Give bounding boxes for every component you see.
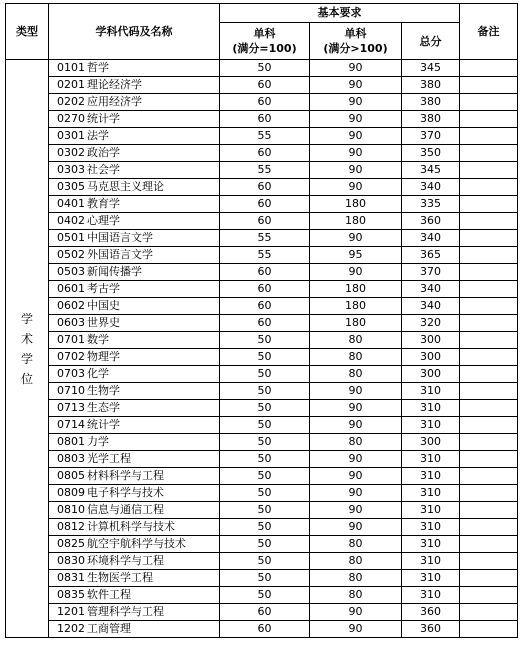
subject-name: 心理学 bbox=[87, 214, 120, 227]
single-over-100-score: 90 bbox=[310, 502, 402, 519]
single-100-score: 60 bbox=[220, 315, 310, 332]
total-score: 340 bbox=[402, 298, 460, 315]
remark-cell bbox=[460, 145, 518, 162]
subject-cell bbox=[49, 196, 220, 213]
single-over-100-score: 90 bbox=[310, 383, 402, 400]
table-row bbox=[6, 179, 518, 196]
remark-cell bbox=[460, 60, 518, 77]
subject-name: 航空宇航科学与技术 bbox=[87, 537, 186, 550]
subject-code: 0503 bbox=[57, 265, 85, 278]
single-100-score: 60 bbox=[220, 94, 310, 111]
total-score: 370 bbox=[402, 128, 460, 145]
table-row bbox=[6, 570, 518, 587]
total-score: 335 bbox=[402, 196, 460, 213]
subject-name: 电子科学与技术 bbox=[87, 486, 164, 499]
single-100-score: 60 bbox=[220, 213, 310, 230]
table-row bbox=[6, 111, 518, 128]
type-char: 学 bbox=[20, 311, 33, 326]
total-score: 310 bbox=[402, 451, 460, 468]
remark-cell bbox=[460, 281, 518, 298]
subject-code: 0803 bbox=[57, 452, 85, 465]
subject-code: 0831 bbox=[57, 571, 85, 584]
total-score: 310 bbox=[402, 400, 460, 417]
subject-name: 世界史 bbox=[87, 316, 120, 329]
single-100-score: 50 bbox=[220, 366, 310, 383]
total-score: 340 bbox=[402, 230, 460, 247]
total-score: 345 bbox=[402, 60, 460, 77]
subject-cell bbox=[49, 400, 220, 417]
remark-cell bbox=[460, 400, 518, 417]
single-over-100-score: 180 bbox=[310, 196, 402, 213]
subject-code: 0701 bbox=[57, 333, 85, 346]
single-over-100-score: 90 bbox=[310, 77, 402, 94]
remark-cell bbox=[460, 451, 518, 468]
subject-code: 0402 bbox=[57, 214, 85, 227]
subject-name: 生态学 bbox=[87, 401, 120, 414]
single-over-100-score: 90 bbox=[310, 400, 402, 417]
remark-cell bbox=[460, 604, 518, 621]
table-row bbox=[6, 162, 518, 179]
subject-name: 工商管理 bbox=[87, 622, 131, 635]
single-over-100-score: 90 bbox=[310, 128, 402, 145]
remark-cell bbox=[460, 468, 518, 485]
type-cell bbox=[6, 60, 49, 638]
subject-name: 考古学 bbox=[87, 282, 120, 295]
subject-cell bbox=[49, 145, 220, 162]
subject-name: 力学 bbox=[87, 435, 109, 448]
remark-cell bbox=[460, 264, 518, 281]
subject-cell bbox=[49, 349, 220, 366]
subject-code: 0305 bbox=[57, 180, 85, 193]
single-over-100-score: 80 bbox=[310, 434, 402, 451]
type-char: 学 bbox=[20, 351, 33, 366]
table-row bbox=[6, 451, 518, 468]
single-100-score: 60 bbox=[220, 298, 310, 315]
single-100-score: 50 bbox=[220, 417, 310, 434]
total-score: 310 bbox=[402, 468, 460, 485]
subject-name: 中国史 bbox=[87, 299, 120, 312]
single-100-score: 60 bbox=[220, 179, 310, 196]
subject-cell bbox=[49, 77, 220, 94]
subject-name: 材料科学与工程 bbox=[87, 469, 164, 482]
remark-cell bbox=[460, 128, 518, 145]
total-score: 310 bbox=[402, 519, 460, 536]
type-char: 术 bbox=[20, 331, 33, 346]
type-char: 位 bbox=[20, 371, 33, 386]
single-100-score: 50 bbox=[220, 587, 310, 604]
subject-code: 0830 bbox=[57, 554, 85, 567]
subject-name: 软件工程 bbox=[87, 588, 131, 601]
subject-cell bbox=[49, 383, 220, 400]
single-over-100-score: 90 bbox=[310, 417, 402, 434]
remark-cell bbox=[460, 247, 518, 264]
table-row bbox=[6, 77, 518, 94]
table-row bbox=[6, 587, 518, 604]
subject-name: 社会学 bbox=[87, 163, 120, 176]
single-100-score: 50 bbox=[220, 349, 310, 366]
single-over-100-score: 180 bbox=[310, 213, 402, 230]
remark-cell bbox=[460, 315, 518, 332]
subject-cell bbox=[49, 128, 220, 145]
table-row bbox=[6, 230, 518, 247]
total-score: 380 bbox=[402, 94, 460, 111]
subject-name: 计算机科学与技术 bbox=[87, 520, 175, 533]
single-100-score: 50 bbox=[220, 451, 310, 468]
subject-name: 化学 bbox=[87, 367, 109, 380]
remark-cell bbox=[460, 621, 518, 638]
total-score: 310 bbox=[402, 570, 460, 587]
total-score: 360 bbox=[402, 621, 460, 638]
header-single-over-100 bbox=[310, 23, 402, 60]
single-100-score: 50 bbox=[220, 400, 310, 417]
remark-cell bbox=[460, 570, 518, 587]
subject-name: 外国语言文学 bbox=[87, 248, 153, 261]
subject-code: 0835 bbox=[57, 588, 85, 601]
table-row bbox=[6, 485, 518, 502]
table-row bbox=[6, 213, 518, 230]
subject-code: 0303 bbox=[57, 163, 85, 176]
subject-name: 物理学 bbox=[87, 350, 120, 363]
table-row bbox=[6, 553, 518, 570]
subject-name: 教育学 bbox=[87, 197, 120, 210]
single-over-100-score: 90 bbox=[310, 145, 402, 162]
subject-cell bbox=[49, 247, 220, 264]
subject-cell bbox=[49, 502, 220, 519]
remark-cell bbox=[460, 94, 518, 111]
single-100-score: 50 bbox=[220, 60, 310, 77]
single-over-100-score: 90 bbox=[310, 451, 402, 468]
remark-cell bbox=[460, 213, 518, 230]
single-100-score: 50 bbox=[220, 570, 310, 587]
subject-name: 统计学 bbox=[87, 112, 120, 125]
header-remark: 备注 bbox=[460, 4, 518, 60]
single-over-100-score: 90 bbox=[310, 162, 402, 179]
subject-code: 0601 bbox=[57, 282, 85, 295]
total-score: 310 bbox=[402, 383, 460, 400]
remark-cell bbox=[460, 502, 518, 519]
remark-cell bbox=[460, 179, 518, 196]
subject-code: 0270 bbox=[57, 112, 85, 125]
subject-code: 0302 bbox=[57, 146, 85, 159]
table-row bbox=[6, 60, 518, 77]
subject-code: 0812 bbox=[57, 520, 85, 533]
total-score: 365 bbox=[402, 247, 460, 264]
subject-cell bbox=[49, 553, 220, 570]
subject-cell bbox=[49, 281, 220, 298]
total-score: 310 bbox=[402, 485, 460, 502]
single-over-100-score: 90 bbox=[310, 621, 402, 638]
single-100-score: 50 bbox=[220, 553, 310, 570]
single-100-score: 60 bbox=[220, 621, 310, 638]
single-over-100-score: 80 bbox=[310, 332, 402, 349]
header-subject: 学科代码及名称 bbox=[49, 4, 220, 60]
table-row bbox=[6, 332, 518, 349]
table-row bbox=[6, 196, 518, 213]
total-score: 310 bbox=[402, 536, 460, 553]
single-over-100-score: 90 bbox=[310, 94, 402, 111]
subject-cell bbox=[49, 111, 220, 128]
table-row bbox=[6, 315, 518, 332]
table-row bbox=[6, 128, 518, 145]
single-100-score: 55 bbox=[220, 162, 310, 179]
header-single-100-line1: 单科 bbox=[253, 27, 276, 40]
single-100-score: 55 bbox=[220, 128, 310, 145]
subject-name: 光学工程 bbox=[87, 452, 131, 465]
subject-code: 0713 bbox=[57, 401, 85, 414]
subject-cell bbox=[49, 536, 220, 553]
table-row bbox=[6, 349, 518, 366]
table-row bbox=[6, 298, 518, 315]
table-row bbox=[6, 502, 518, 519]
subject-name: 环境科学与工程 bbox=[87, 554, 164, 567]
subject-cell bbox=[49, 587, 220, 604]
single-100-score: 50 bbox=[220, 332, 310, 349]
subject-name: 理论经济学 bbox=[87, 78, 142, 91]
header-row bbox=[6, 4, 518, 23]
subject-cell bbox=[49, 604, 220, 621]
subject-code: 0501 bbox=[57, 231, 85, 244]
single-100-score: 60 bbox=[220, 145, 310, 162]
table-row bbox=[6, 264, 518, 281]
score-table bbox=[5, 3, 518, 638]
table-row bbox=[6, 468, 518, 485]
remark-cell bbox=[460, 383, 518, 400]
remark-cell bbox=[460, 485, 518, 502]
header-single-100-line2: (满分=100) bbox=[232, 42, 297, 55]
remark-cell bbox=[460, 366, 518, 383]
table-row bbox=[6, 400, 518, 417]
subject-cell bbox=[49, 451, 220, 468]
remark-cell bbox=[460, 553, 518, 570]
header-single-100 bbox=[220, 23, 310, 60]
table-row bbox=[6, 434, 518, 451]
single-over-100-score: 90 bbox=[310, 111, 402, 128]
single-over-100-score: 90 bbox=[310, 604, 402, 621]
subject-name: 生物医学工程 bbox=[87, 571, 153, 584]
table-row bbox=[6, 621, 518, 638]
single-over-100-score: 80 bbox=[310, 570, 402, 587]
remark-cell bbox=[460, 111, 518, 128]
subject-cell bbox=[49, 434, 220, 451]
header-type: 类型 bbox=[6, 4, 49, 60]
table-row bbox=[6, 281, 518, 298]
table-row bbox=[6, 383, 518, 400]
remark-cell bbox=[460, 587, 518, 604]
single-100-score: 50 bbox=[220, 434, 310, 451]
single-100-score: 60 bbox=[220, 604, 310, 621]
single-over-100-score: 95 bbox=[310, 247, 402, 264]
subject-code: 0401 bbox=[57, 197, 85, 210]
total-score: 340 bbox=[402, 281, 460, 298]
single-over-100-score: 180 bbox=[310, 281, 402, 298]
subject-code: 0714 bbox=[57, 418, 85, 431]
subject-code: 0202 bbox=[57, 95, 85, 108]
remark-cell bbox=[460, 298, 518, 315]
subject-code: 0603 bbox=[57, 316, 85, 329]
single-over-100-score: 90 bbox=[310, 60, 402, 77]
remark-cell bbox=[460, 417, 518, 434]
subject-name: 法学 bbox=[87, 129, 109, 142]
single-over-100-score: 80 bbox=[310, 349, 402, 366]
subject-name: 新闻传播学 bbox=[87, 265, 142, 278]
single-over-100-score: 90 bbox=[310, 468, 402, 485]
subject-name: 马克思主义理论 bbox=[87, 180, 164, 193]
subject-cell bbox=[49, 94, 220, 111]
remark-cell bbox=[460, 77, 518, 94]
total-score: 310 bbox=[402, 587, 460, 604]
subject-cell bbox=[49, 60, 220, 77]
subject-code: 0809 bbox=[57, 486, 85, 499]
subject-code: 0710 bbox=[57, 384, 85, 397]
subject-cell bbox=[49, 417, 220, 434]
subject-code: 1202 bbox=[57, 622, 85, 635]
header-total: 总分 bbox=[402, 23, 460, 60]
subject-name: 管理科学与工程 bbox=[87, 605, 164, 618]
single-100-score: 55 bbox=[220, 230, 310, 247]
total-score: 345 bbox=[402, 162, 460, 179]
subject-cell bbox=[49, 179, 220, 196]
single-100-score: 60 bbox=[220, 111, 310, 128]
remark-cell bbox=[460, 519, 518, 536]
subject-name: 中国语言文学 bbox=[87, 231, 153, 244]
subject-name: 生物学 bbox=[87, 384, 120, 397]
subject-cell bbox=[49, 298, 220, 315]
total-score: 360 bbox=[402, 213, 460, 230]
table-body bbox=[6, 60, 518, 638]
single-over-100-score: 90 bbox=[310, 230, 402, 247]
single-100-score: 60 bbox=[220, 264, 310, 281]
subject-code: 0810 bbox=[57, 503, 85, 516]
header-basic-requirements: 基本要求 bbox=[220, 4, 460, 23]
remark-cell bbox=[460, 349, 518, 366]
table-row bbox=[6, 94, 518, 111]
single-100-score: 50 bbox=[220, 468, 310, 485]
subject-code: 0801 bbox=[57, 435, 85, 448]
single-100-score: 50 bbox=[220, 536, 310, 553]
subject-code: 0805 bbox=[57, 469, 85, 482]
subject-name: 应用经济学 bbox=[87, 95, 142, 108]
single-100-score: 50 bbox=[220, 502, 310, 519]
subject-cell bbox=[49, 230, 220, 247]
total-score: 300 bbox=[402, 332, 460, 349]
subject-cell bbox=[49, 213, 220, 230]
total-score: 370 bbox=[402, 264, 460, 281]
subject-cell bbox=[49, 162, 220, 179]
subject-cell bbox=[49, 264, 220, 281]
single-over-100-score: 90 bbox=[310, 264, 402, 281]
total-score: 300 bbox=[402, 349, 460, 366]
remark-cell bbox=[460, 332, 518, 349]
subject-code: 0703 bbox=[57, 367, 85, 380]
subject-cell bbox=[49, 468, 220, 485]
header-single-over-100-line2: (满分>100) bbox=[323, 42, 388, 55]
total-score: 310 bbox=[402, 553, 460, 570]
single-over-100-score: 80 bbox=[310, 553, 402, 570]
single-100-score: 60 bbox=[220, 281, 310, 298]
single-over-100-score: 90 bbox=[310, 485, 402, 502]
subject-code: 1201 bbox=[57, 605, 85, 618]
single-over-100-score: 90 bbox=[310, 519, 402, 536]
single-100-score: 55 bbox=[220, 247, 310, 264]
single-over-100-score: 180 bbox=[310, 315, 402, 332]
single-over-100-score: 80 bbox=[310, 536, 402, 553]
table-row bbox=[6, 519, 518, 536]
subject-code: 0101 bbox=[57, 61, 85, 74]
total-score: 360 bbox=[402, 604, 460, 621]
table-row bbox=[6, 247, 518, 264]
subject-name: 政治学 bbox=[87, 146, 120, 159]
single-over-100-score: 180 bbox=[310, 298, 402, 315]
subject-code: 0602 bbox=[57, 299, 85, 312]
single-over-100-score: 80 bbox=[310, 366, 402, 383]
single-100-score: 60 bbox=[220, 196, 310, 213]
total-score: 340 bbox=[402, 179, 460, 196]
subject-name: 哲学 bbox=[87, 61, 109, 74]
subject-name: 信息与通信工程 bbox=[87, 503, 164, 516]
remark-cell bbox=[460, 536, 518, 553]
total-score: 350 bbox=[402, 145, 460, 162]
total-score: 300 bbox=[402, 366, 460, 383]
subject-cell bbox=[49, 332, 220, 349]
table-row bbox=[6, 145, 518, 162]
subject-cell bbox=[49, 485, 220, 502]
total-score: 380 bbox=[402, 77, 460, 94]
subject-cell bbox=[49, 570, 220, 587]
table-row bbox=[6, 604, 518, 621]
remark-cell bbox=[460, 162, 518, 179]
subject-cell bbox=[49, 315, 220, 332]
table-row bbox=[6, 417, 518, 434]
total-score: 320 bbox=[402, 315, 460, 332]
remark-cell bbox=[460, 196, 518, 213]
single-100-score: 60 bbox=[220, 77, 310, 94]
total-score: 300 bbox=[402, 434, 460, 451]
subject-code: 0201 bbox=[57, 78, 85, 91]
subject-code: 0825 bbox=[57, 537, 85, 550]
remark-cell bbox=[460, 434, 518, 451]
single-over-100-score: 90 bbox=[310, 179, 402, 196]
subject-name: 数学 bbox=[87, 333, 109, 346]
single-100-score: 50 bbox=[220, 519, 310, 536]
single-100-score: 50 bbox=[220, 485, 310, 502]
remark-cell bbox=[460, 230, 518, 247]
table-row bbox=[6, 536, 518, 553]
header-single-over-100-line1: 单科 bbox=[344, 27, 367, 40]
subject-name: 统计学 bbox=[87, 418, 120, 431]
single-100-score: 50 bbox=[220, 383, 310, 400]
subject-cell bbox=[49, 621, 220, 638]
total-score: 380 bbox=[402, 111, 460, 128]
subject-cell bbox=[49, 519, 220, 536]
total-score: 310 bbox=[402, 502, 460, 519]
total-score: 310 bbox=[402, 417, 460, 434]
subject-code: 0702 bbox=[57, 350, 85, 363]
single-over-100-score: 80 bbox=[310, 587, 402, 604]
subject-cell bbox=[49, 366, 220, 383]
table-row bbox=[6, 366, 518, 383]
subject-code: 0301 bbox=[57, 129, 85, 142]
subject-code: 0502 bbox=[57, 248, 85, 261]
